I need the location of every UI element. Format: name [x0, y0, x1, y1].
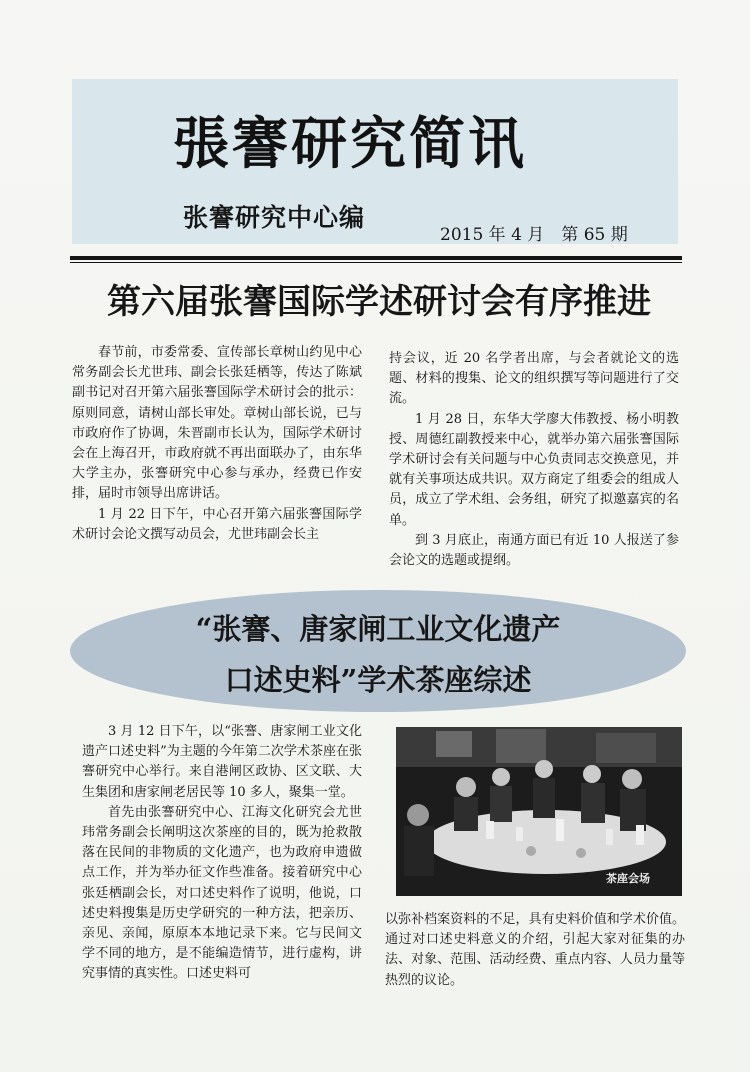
newsletter-title: 張謇研究简讯 [173, 111, 527, 177]
article2-headline-line2: 口述史料”学术茶座综述 [224, 663, 532, 697]
meeting-photo [396, 727, 682, 896]
article2-column-right [385, 910, 685, 991]
article1-headline: 第六届张謇国际学述研讨会有序推进 [107, 282, 651, 322]
masthead-rule-thin [70, 262, 682, 263]
issue-info: 2015 年 4 月 第 65 期 [440, 225, 628, 245]
paragraph: 春节前，市委常委、宣传部长章树山约见中心常务副会长尤世玮、副会长张廷栖等，传达了陈斌副书记对召开第六届张謇国际学术研讨会的批示：原则同意，请树山部长审处。章树山部长说，已与市政府作了协调，朱晋副市长认为，国际学术研讨会在上海召开，市政府就不再出面联办了，由东华大学主办，张謇研究中心参与承办，经费已作安排，届时市领导出席讲话。 [72, 345, 362, 502]
paragraph: 持会议，近 20 名学者出席，与会者就论文的选题、材料的搜集、论文的组织撰写等问题进行了交流。 [389, 351, 679, 407]
paragraph: 1 月 28 日，东华大学廖大伟教授、杨小明教授、周德红副教授来中心，就举办第六届张謇国际学术研讨会有关问题与中心负责同志交换意见，并就有关事项达成共识。双方商定了组委会的组成人员，成立了学术组、会务组，研究了拟邀嘉宾的名单。 [389, 411, 679, 528]
meeting-photo-image [396, 727, 682, 896]
article2-column-left [82, 722, 362, 985]
paragraph: 3 月 12 日下午，以“张謇、唐家闸工业文化遗产口述史料”为主题的今年第二次学术茶座在张謇研究中心举行。来自港闸区政协、区文联、大生集团和唐家闸老居民等 10 多人，聚集一堂。 [82, 724, 362, 800]
article1-column-left [72, 343, 362, 545]
paragraph: 到 3 月底止，南通方面已有近 10 人报送了参会论文的选题或提纲。 [389, 532, 679, 569]
paragraph: 1 月 22 日下午，中心召开第六届张謇国际学术研讨会论文撰写动员会，尤世玮副会长主 [72, 506, 362, 542]
paragraph: 以弥补档案资料的不足，具有史料价值和学术价值。通过对口述史料意义的介绍，引起大家对征集的办法、对象、范围、活动经费、重点内容、人员力量等热烈的议论。 [385, 912, 685, 988]
photo-caption: 茶座会场 [606, 872, 650, 885]
article2-headline-line1: “张謇、唐家闸工业文化遗产 [195, 612, 561, 646]
masthead-rule [70, 256, 682, 260]
article1-column-right [389, 349, 679, 571]
editor-credit: 张謇研究中心编 [183, 203, 366, 232]
paragraph: 首先由张謇研究中心、江海文化研究会尤世玮常务副会长阐明这次茶座的目的，既为抢救散落在民间的非物质的文化遗产，也为政府申遗做点工作，并为举办征文作些准备。接着研究中心张廷栖副会长，对口述史料作了说明，他说，口述史料搜集是历史学研究的一种方法，把亲历、亲见、亲闻，原原本本地记录下来。它与民间文学不同的地方，是不能编造情节，进行虚构，讲究事情的真实性。口述史料可 [82, 804, 362, 982]
